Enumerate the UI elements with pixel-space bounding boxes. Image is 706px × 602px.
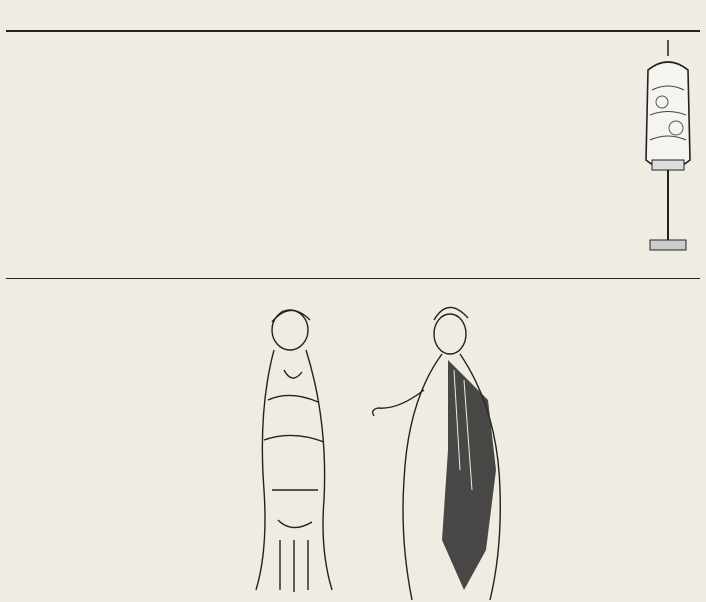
lantern-illustration-icon [638,40,698,260]
page-header [6,4,700,32]
two-figures-illustration-icon [228,290,552,602]
section-divider [6,278,700,279]
serial-heading [556,52,636,262]
